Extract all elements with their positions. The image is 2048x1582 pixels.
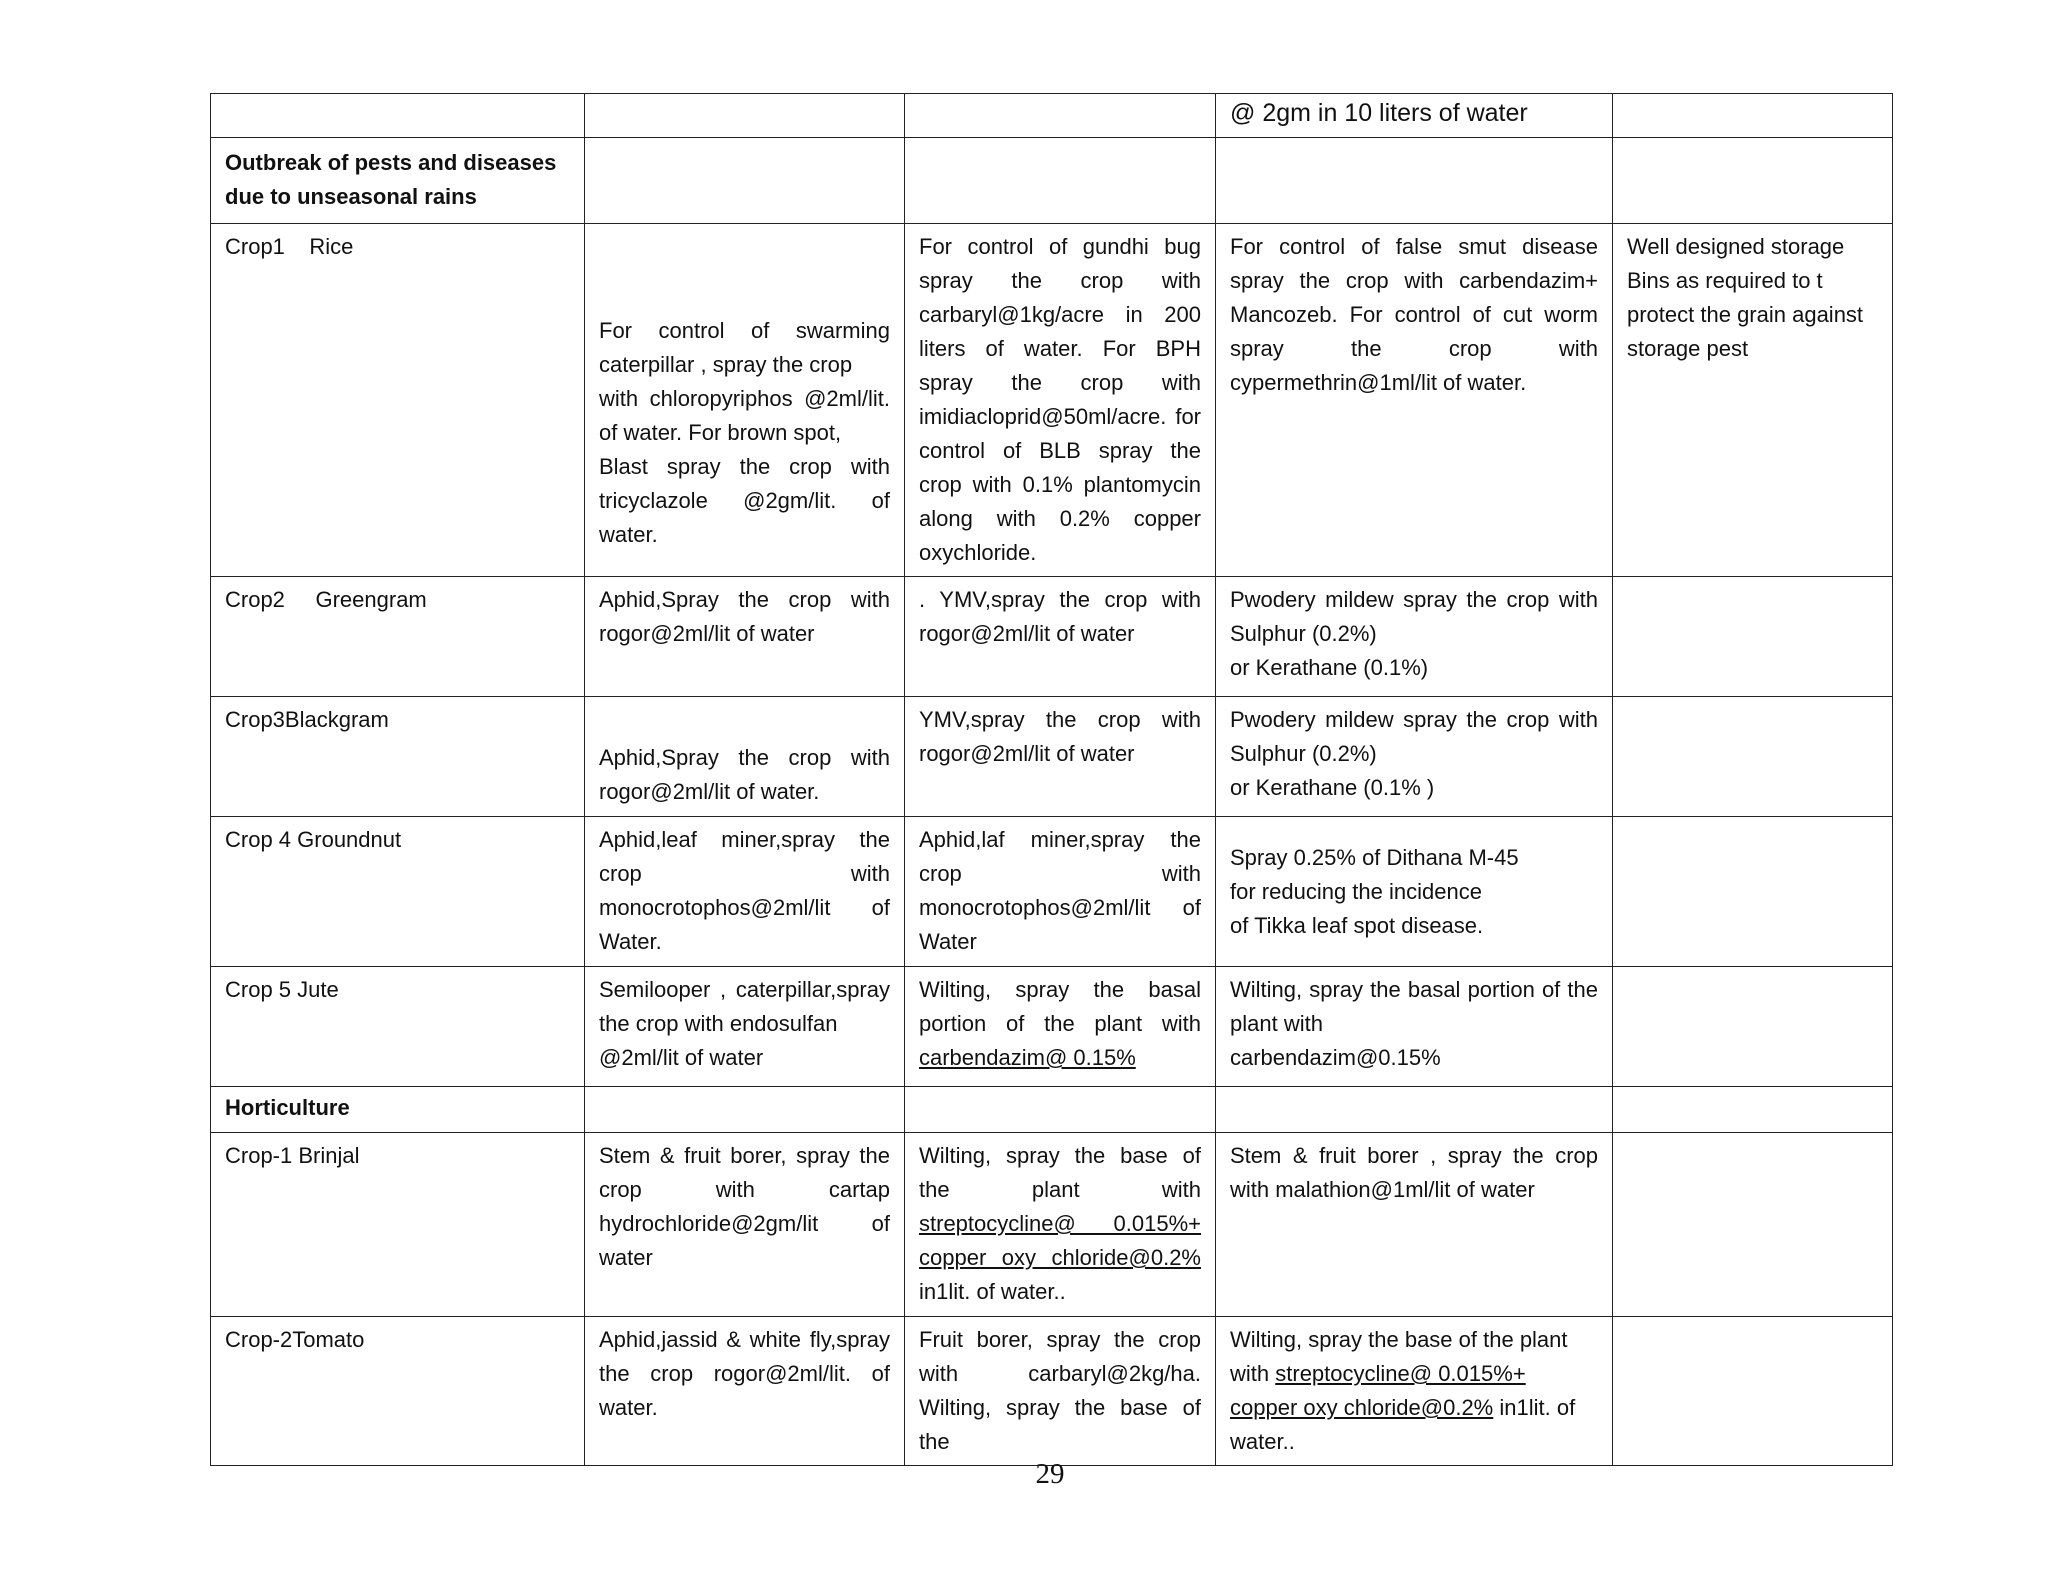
- table-row: [211, 577, 1893, 697]
- crop-name: Crop-1 Brinjal: [211, 1133, 585, 1317]
- table-row: [211, 224, 1893, 577]
- cell: Pwodery mildew spray the crop with Sulphur (0.2%) or Kerathane (0.1% ): [1216, 697, 1613, 817]
- table-row: [211, 94, 1893, 138]
- cell: Stem & fruit borer , spray the crop with malathion@1ml/lit of water: [1216, 1133, 1613, 1317]
- cell: For control of gundhi bug spray the crop with carbaryl@1kg/acre in 200 liters of water. For BPH spray the crop with imidiacloprid@50ml/acre. for control of BLB spray the crop with 0.1% plantomycin along with 0.2% copper oxychloride.: [905, 224, 1216, 577]
- cell: Stem & fruit borer, spray the crop with cartap hydrochloride@2gm/lit of water: [585, 1133, 905, 1317]
- section-title: Horticulture: [211, 1087, 585, 1133]
- cell: Spray 0.25% of Dithana M-45 for reducing the incidence of Tikka leaf spot disease.: [1216, 817, 1613, 967]
- section-header-row: [211, 1087, 1893, 1133]
- table-row: [211, 1317, 1893, 1466]
- cell: Aphid,jassid & white fly,spray the crop rogor@2ml/lit. of water.: [585, 1317, 905, 1466]
- section-title: Outbreak of pests and diseases due to unseasonal rains: [211, 138, 585, 224]
- cell: For control of swarming caterpillar , spray the crop with chloropyriphos @2ml/lit. of water. For brown spot, Blast spray the crop with tricyclazole @2gm/lit. of water.: [585, 224, 905, 577]
- crop-name: Crop3Blackgram: [211, 697, 585, 817]
- cell: Semilooper , caterpillar,spray the crop with endosulfan @2ml/lit of water: [585, 967, 905, 1087]
- crop-name: Crop-2Tomato: [211, 1317, 585, 1466]
- crop-name: Crop1 Rice: [211, 224, 585, 577]
- table-row: [211, 817, 1893, 967]
- cell: Well designed storage Bins as required to t protect the grain against storage pest: [1613, 224, 1893, 577]
- page-number: 29: [1035, 1458, 1065, 1490]
- crop-name: Crop 4 Groundnut: [211, 817, 585, 967]
- cell: Aphid,Spray the crop with rogor@2ml/lit of water.: [585, 697, 905, 817]
- cell: @ 2gm in 10 liters of water: [1216, 94, 1613, 138]
- cell: . YMV,spray the crop with rogor@2ml/lit of water: [905, 577, 1216, 697]
- cell: For control of false smut disease spray the crop with carbendazim+ Mancozeb. For control of cut worm spray the crop with cypermethrin@1ml/lit of water.: [1216, 224, 1613, 577]
- cell: Wilting, spray the base of the plant with streptocycline@ 0.015%+ copper oxy chloride@0.2% in1lit. of water..: [905, 1133, 1216, 1317]
- cell: Aphid,Spray the crop with rogor@2ml/lit of water: [585, 577, 905, 697]
- cell: Aphid,laf miner,spray the crop with monocrotophos@2ml/lit of Water: [905, 817, 1216, 967]
- pest-disease-table: [210, 93, 1893, 1466]
- section-header-row: [211, 138, 1893, 224]
- cell: Pwodery mildew spray the crop with Sulphur (0.2%) or Kerathane (0.1%): [1216, 577, 1613, 697]
- crop-name: Crop2 Greengram: [211, 577, 585, 697]
- cell: Wilting, spray the basal portion of the plant with carbendazim@ 0.15%: [905, 967, 1216, 1087]
- cell: YMV,spray the crop with rogor@2ml/lit of water: [905, 697, 1216, 817]
- cell: Wilting, spray the base of the plant with streptocycline@ 0.015%+ copper oxy chloride@0.2% in1lit. of water..: [1216, 1317, 1613, 1466]
- cell: Wilting, spray the basal portion of the plant with carbendazim@0.15%: [1216, 967, 1613, 1087]
- cell: Fruit borer, spray the crop with carbaryl@2kg/ha. Wilting, spray the base of the: [905, 1317, 1216, 1466]
- table-row: [211, 1133, 1893, 1317]
- table-row: [211, 967, 1893, 1087]
- cell: Aphid,leaf miner,spray the crop with monocrotophos@2ml/lit of Water.: [585, 817, 905, 967]
- table-row: [211, 697, 1893, 817]
- crop-name: Crop 5 Jute: [211, 967, 585, 1087]
